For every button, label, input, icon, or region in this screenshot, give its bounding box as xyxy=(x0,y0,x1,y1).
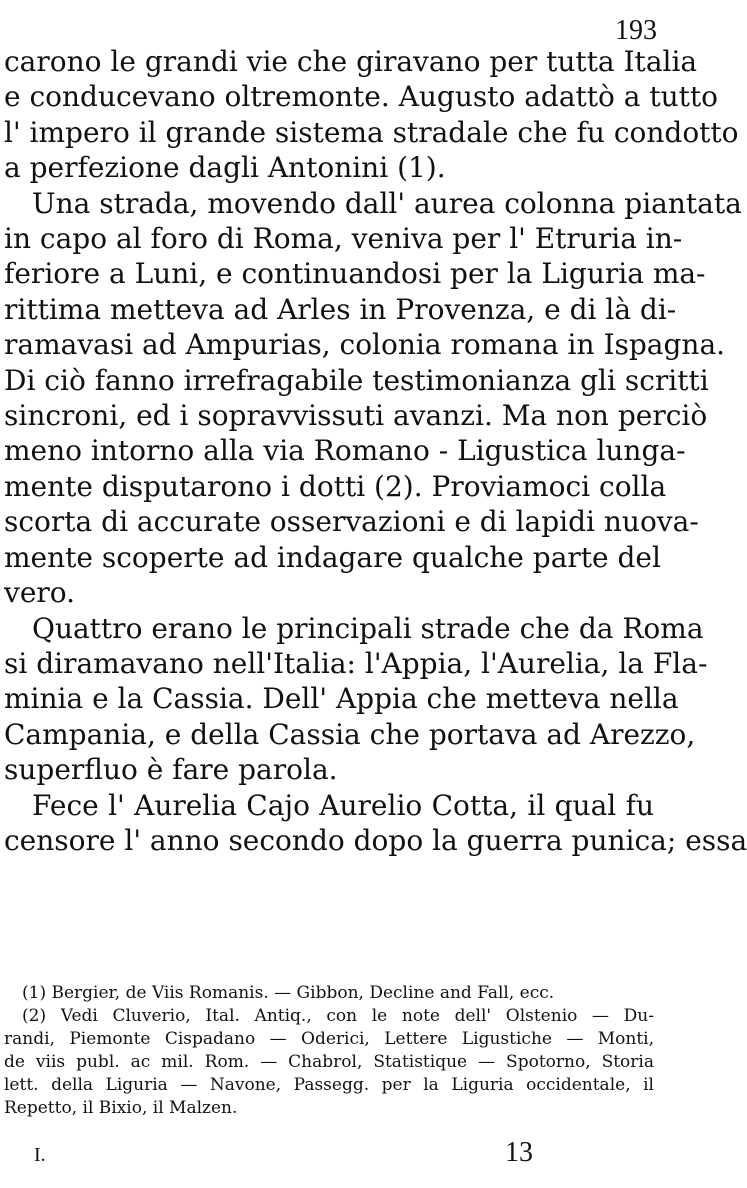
text-line: rittima metteva ad Arles in Provenza, e di là di- xyxy=(4,292,677,326)
text-line: Fece l' Aurelia Cajo Aurelio Cotta, il qual fu xyxy=(32,788,654,822)
text-line: censore l' anno secondo dopo la guerra punica; essa xyxy=(4,823,747,857)
text-line: e conducevano oltremonte. Augusto adattò a tutto xyxy=(4,80,719,114)
text-line: vero. xyxy=(4,576,76,610)
text-line: mente scoperte ad indagare qualche parte del xyxy=(4,540,661,574)
text-line: si diramavano nell'Italia: l'Appia, l'Aurelia, la Fla- xyxy=(4,646,708,680)
text-line: minia e la Cassia. Dell' Appia che metteva nella xyxy=(4,682,679,716)
text-line: scorta di accurate osservazioni e di lapidi nuova- xyxy=(4,505,699,539)
text-line: superfluo è fare parola. xyxy=(4,753,338,787)
text-line: Quattro erano le principali strade che da Roma xyxy=(32,611,704,645)
footnotes xyxy=(4,982,654,1120)
signature-mark: I. xyxy=(34,1144,46,1166)
text-line: l' impero il grande sistema stradale che fu condotto xyxy=(4,115,739,149)
text-line: sincroni, ed i sopravvissuti avanzi. Ma non perciò xyxy=(4,399,708,433)
text-line: Di ciò fanno irrefragabile testimonianza gli scritti xyxy=(4,363,709,397)
main-text xyxy=(4,44,747,858)
footnote-line: (1) Bergier, de Viis Romanis. — Gibbon, Decline and Fall, ecc. xyxy=(22,983,555,1003)
footnote-line: Repetto, il Bixio, il Malzen. xyxy=(4,1098,238,1118)
text-line: Una strada, movendo dall' aurea colonna piantata xyxy=(32,186,742,220)
page-number: 193 xyxy=(615,15,657,46)
footnote-line: de viis publ. ac mil. Rom. — Chabrol, Statistique — Spotorno, Storia xyxy=(4,1052,654,1072)
text-line: meno intorno alla via Romano - Ligustica lunga- xyxy=(4,434,686,468)
text-line: mente disputarono i dotti (2). Proviamoci colla xyxy=(4,469,667,503)
text-line: Campania, e della Cassia che portava ad Arezzo, xyxy=(4,717,696,751)
footnote-line: randi, Piemonte Cispadano — Oderici, Lettere Ligustiche — Monti, xyxy=(4,1029,654,1049)
text-line: in capo al foro di Roma, veniva per l' Etruria in- xyxy=(4,222,683,256)
text-line: ramavasi ad Ampurias, colonia romana in Ispagna. xyxy=(4,328,726,362)
text-line: feriore a Luni, e continuandosi per la Liguria ma- xyxy=(4,257,706,291)
footnote-line: (2) Vedi Cluverio, Ital. Antiq., con le note dell' Olstenio — Du- xyxy=(22,1006,654,1026)
footnote-line: lett. della Liguria — Navone, Passegg. per la Liguria occidentale, il xyxy=(4,1075,654,1095)
gathering-number: 13 xyxy=(505,1137,533,1168)
text-line: carono le grandi vie che giravano per tutta Italia xyxy=(4,45,698,78)
text-line: a perfezione dagli Antonini (1). xyxy=(4,151,446,185)
